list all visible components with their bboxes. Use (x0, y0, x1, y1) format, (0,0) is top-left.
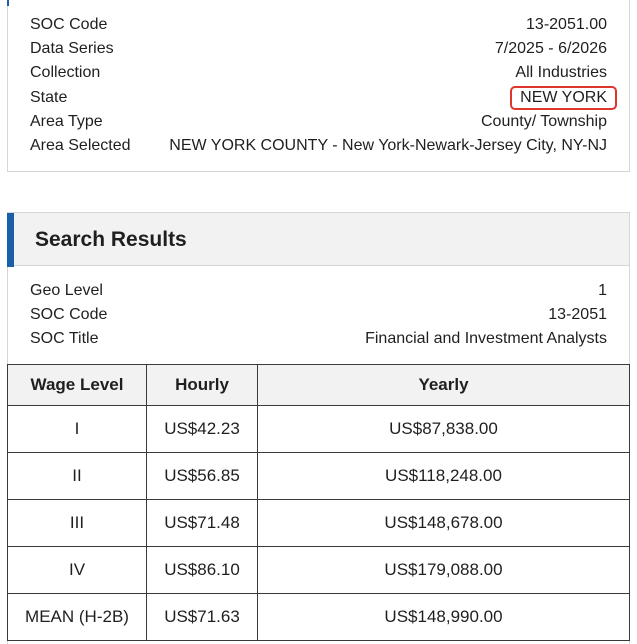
search-criteria-panel (7, 0, 630, 172)
hourly-cell: US$56.85 (147, 453, 258, 500)
accent-bar (7, 213, 14, 267)
soc-code-label: SOC Code (30, 306, 108, 323)
criteria-label: SOC Code (30, 16, 108, 33)
table-row (8, 406, 630, 453)
yearly-cell: US$118,248.00 (258, 453, 630, 500)
yearly-cell: US$148,990.00 (258, 594, 630, 641)
criteria-label: Collection (30, 64, 101, 81)
hourly-cell: US$71.63 (147, 594, 258, 641)
column-header-wage-level: Wage Level (8, 365, 147, 406)
table-row (8, 500, 630, 547)
hourly-cell: US$86.10 (147, 547, 258, 594)
result-row-geo-level (30, 279, 607, 303)
wage-level-cell: MEAN (H-2B) (8, 594, 147, 641)
wage-level-cell: I (8, 406, 147, 453)
wage-level-cell: III (8, 500, 147, 547)
wage-table (7, 364, 630, 641)
criteria-row-collection (30, 61, 607, 85)
criteria-value: All Industries (515, 64, 607, 81)
criteria-row-data-series (30, 37, 607, 61)
soc-title-label: SOC Title (30, 330, 99, 347)
column-header-yearly: Yearly (258, 365, 630, 406)
hourly-cell: US$42.23 (147, 406, 258, 453)
soc-code-value: 13-2051 (548, 306, 607, 323)
state-value-highlighted: NEW YORK (510, 86, 617, 110)
yearly-cell: US$148,678.00 (258, 500, 630, 547)
wage-level-cell: II (8, 453, 147, 500)
criteria-value: 7/2025 - 6/2026 (494, 40, 607, 57)
result-row-soc-title (30, 327, 607, 351)
criteria-value: County/ Township (481, 113, 607, 130)
table-row (8, 594, 630, 641)
criteria-label: Area Type (30, 113, 103, 130)
criteria-label: Data Series (30, 40, 114, 57)
column-header-hourly: Hourly (147, 365, 258, 406)
search-results-title: Search Results (35, 228, 187, 251)
geo-level-value: 1 (598, 282, 607, 299)
criteria-value: 13-2051.00 (526, 16, 607, 33)
wage-level-cell: IV (8, 547, 147, 594)
soc-title-value: Financial and Investment Analysts (365, 330, 607, 347)
hourly-cell: US$71.48 (147, 500, 258, 547)
result-row-soc-code (30, 303, 607, 327)
yearly-cell: US$179,088.00 (258, 547, 630, 594)
criteria-label: State (30, 89, 68, 106)
table-row (8, 547, 630, 594)
criteria-row-state (30, 86, 607, 110)
criteria-row-soc-code (30, 13, 607, 37)
table-header-row (8, 365, 630, 406)
criteria-row-area-selected (30, 134, 607, 158)
geo-level-link[interactable]: Geo Level (30, 282, 103, 299)
area-selected-link[interactable]: NEW YORK COUNTY - New York-Newark-Jersey City, NY-NJ (169, 137, 607, 154)
criteria-row-area-type (30, 110, 607, 134)
table-row (8, 453, 630, 500)
search-results-header (7, 212, 630, 266)
criteria-label: Area Selected (30, 137, 131, 154)
yearly-cell: US$87,838.00 (258, 406, 630, 453)
